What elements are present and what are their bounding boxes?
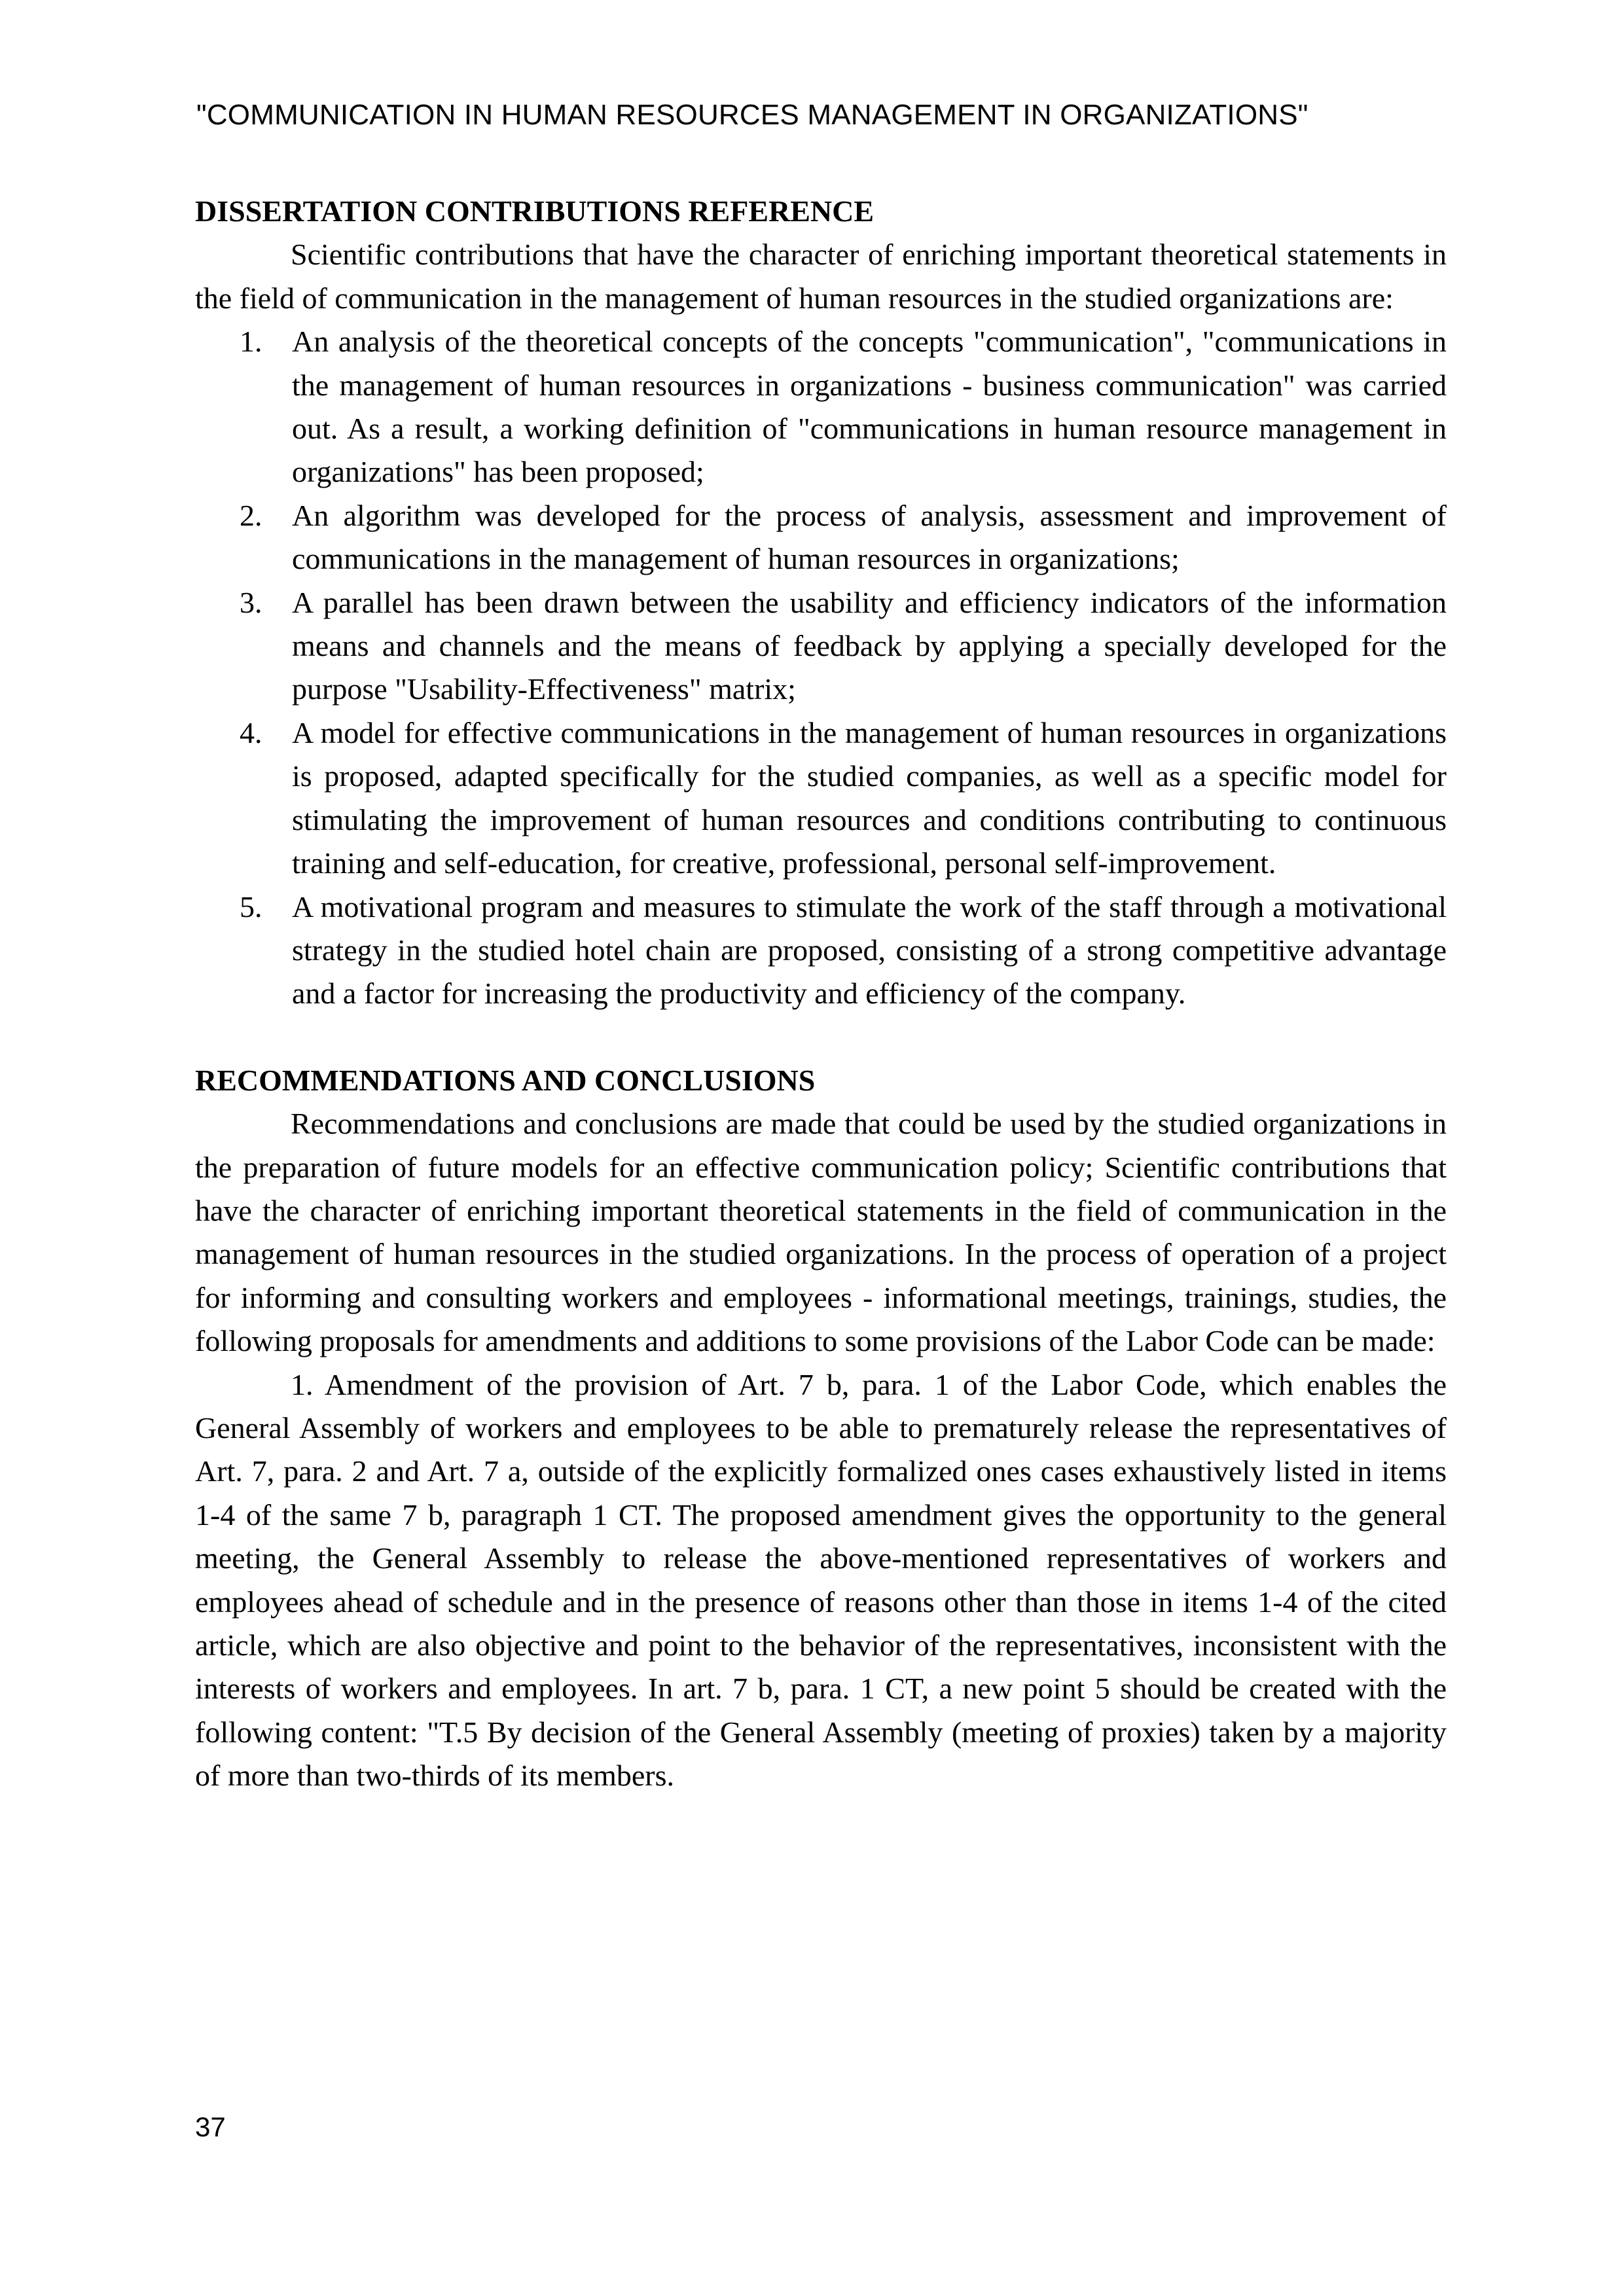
contributions-intro: Scientific contributions that have the character of enriching important theoretical statements in the field of communication in the management of human resources in the studied organizations are: [195, 238, 1447, 315]
amendment-paragraph: 1. Amendment of the provision of Art. 7 b, para. 1 of the Labor Code, which enables the General Assembly of workers and employees to be able to prematurely release the representatives of Art. 7, para. 2 and Art. 7 a, outside of the explicitly formalized ones cases exhaustively listed in items 1-4 of the same 7 b, paragraph 1 CT. The proposed amendment gives the opportunity to the general meeting, the General Assembly to release the above-mentioned representatives of workers and employees ahead of schedule and in the presence of reasons other than those in items 1-4 of the cited article, which are also objective and point to the behavior of the representatives, inconsistent with the interests of workers and employees. In art. 7 b, para. 1 CT, a new point 5 should be created with the following content: "T.5 By decision of the General Assembly (meeting of proxies) taken by a majority of more than two-thirds of its members. [195, 1367, 1447, 1793]
section-heading-contributions: DISSERTATION CONTRIBUTIONS REFERENCE [195, 194, 875, 228]
list-item [240, 494, 1447, 581]
page-number: 37 [195, 2111, 226, 2142]
list-item-number: 4. [240, 715, 262, 749]
list-item-number: 3. [240, 585, 262, 619]
contributions-list [195, 320, 1447, 1016]
list-item-text: An algorithm was developed for the process of analysis, assessment and improvement of communications in the management of human resources in organizations; [292, 498, 1447, 576]
list-item [240, 886, 1447, 1016]
section-spacer [195, 1016, 1447, 1059]
section-heading-recommendations: RECOMMENDATIONS AND CONCLUSIONS [195, 1063, 816, 1097]
list-item [240, 711, 1447, 886]
running-header: "COMMUNICATION IN HUMAN RESOURCES MANAGEMENT IN ORGANIZATIONS" [196, 99, 1308, 131]
list-item-number: 2. [240, 498, 262, 532]
list-item-text: A model for effective communications in the management of human resources in organizations is proposed, adapted specifically for the studied companies, as well as a specific model for stimulating the improvement of human resources and conditions contributing to continuous training and self-education, for creative, professional, personal self-improvement. [292, 715, 1447, 880]
list-item-text: A motivational program and measures to stimulate the work of the staff through a motivational strategy in the studied hotel chain are proposed, consisting of a strong competitive advantage and a factor for increasing the productivity and efficiency of the company. [292, 889, 1447, 1011]
list-item [240, 320, 1447, 494]
list-item [240, 581, 1447, 711]
list-item-number: 1. [240, 325, 262, 359]
recommendations-paragraph: Recommendations and conclusions are made that could be used by the studied organizations in the preparation of future models for an effective communication policy; Scientific contributions that have the character of enriching important theoretical statements in the field of communication in the management of human resources in the studied organizations. In the process of operation of a project for informing and consulting workers and employees - informational meetings, trainings, studies, the following proposals for amendments and additions to some provisions of the Labor Code can be made: [195, 1107, 1447, 1358]
list-item-number: 5. [240, 889, 262, 924]
list-item-text: A parallel has been drawn between the usability and efficiency indicators of the information means and channels and the means of feedback by applying a specially developed for the purpose "Usability-Effectiveness" matrix; [292, 585, 1447, 706]
list-item-text: An analysis of the theoretical concepts of the concepts "communication", "communications in the management of human resources in organizations - business communication" was carried out. As a result, a working definition of "communications in human resource management in organizations" has been proposed; [292, 325, 1447, 489]
page-body [195, 190, 1447, 1798]
